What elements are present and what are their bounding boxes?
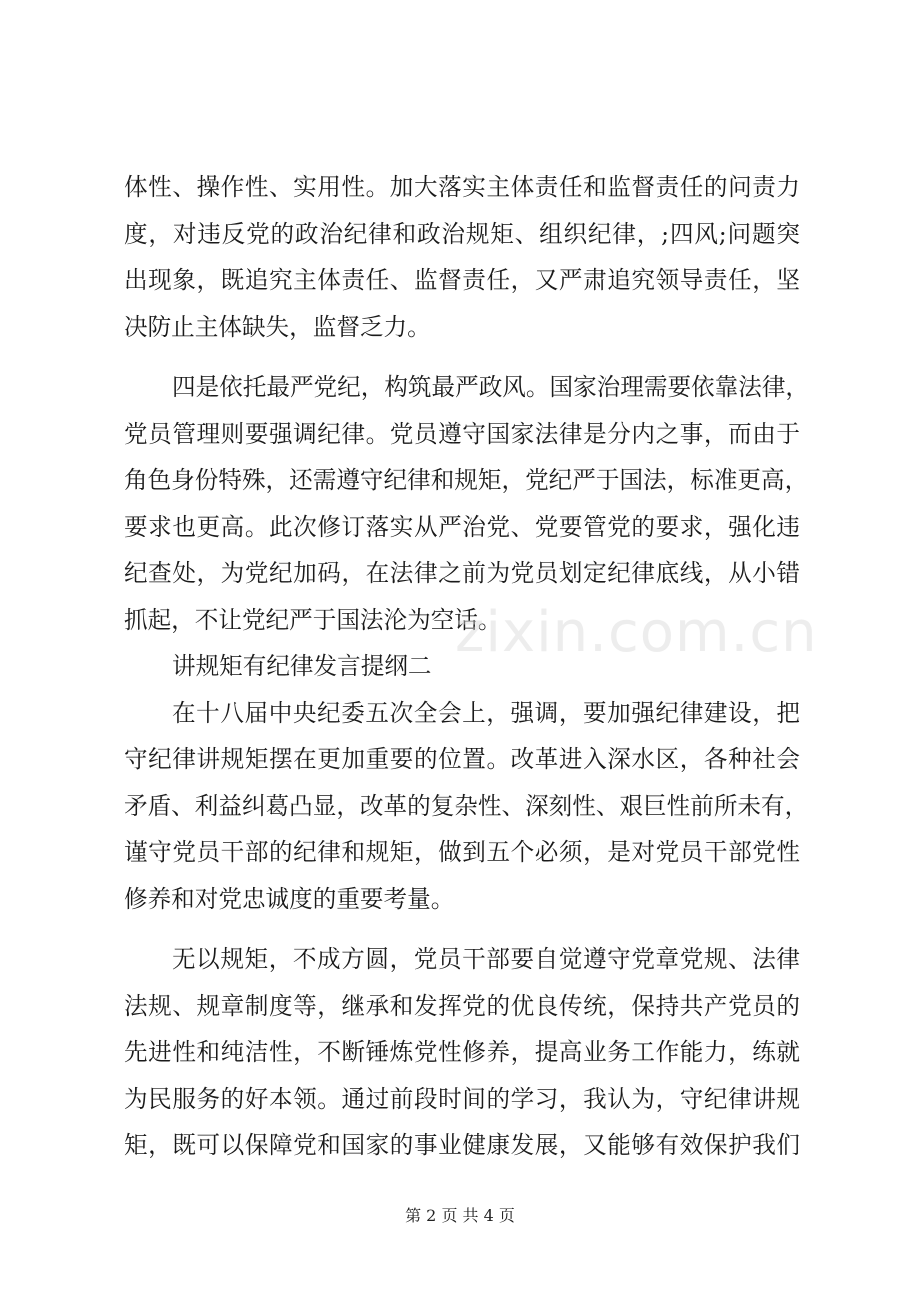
text-line: 角色身份特殊，还需遵守纪律和规矩，党纪严于国法，标准更高， — [124, 466, 809, 494]
text-line: 法规、规章制度等，继承和发挥党的优良传统，保持共产党员的 — [124, 991, 800, 1020]
document-body — [124, 164, 810, 1169]
text-line: 抓起，不让党纪严于国法沦为空话。 — [124, 605, 502, 634]
text-line: 修养和对党忠诚度的重要考量。 — [124, 884, 455, 913]
text-line: 守纪律讲规矩摆在更加重要的位置。改革进入深水区，各种社会 — [124, 745, 800, 773]
text-line: 决防止主体缺失，监督乏力。 — [124, 312, 431, 341]
text-line: 矛盾、利益纠葛凸显，改革的复杂性、深刻性、艰巨性前所未有， — [124, 791, 809, 820]
text-line: 体性、操作性、实用性。加大落实主体责任和监督责任的问责力 — [124, 173, 800, 201]
watermark: zixin.com.cn — [455, 600, 818, 665]
text-line: 四是依托最严党纪，构筑最严政风。国家治理需要依靠法律， — [172, 373, 810, 401]
text-line: 党员管理则要强调纪律。党员遵守国家法律是分内之事，而由于 — [124, 419, 800, 448]
text-line: 无以规矩，不成方圆，党员干部要自觉遵守党章党规、法律 — [172, 945, 800, 973]
text-line: 为民服务的好本领。通过前段时间的学习，我认为，守纪律讲规 — [124, 1084, 800, 1113]
text-line: 矩，既可以保障党和国家的事业健康发展，又能够有效保护我们 — [124, 1131, 800, 1159]
text-line: 谨守党员干部的纪律和规矩，做到五个必须，是对党员干部党性 — [124, 838, 800, 866]
text-line: 要求也更高。此次修订落实从严治党、党要管党的要求，强化违 — [124, 512, 800, 541]
text-line: 先进性和纯洁性，不断锤炼党性修养，提高业务工作能力，练就 — [124, 1038, 800, 1066]
text-line: 讲规矩有纪律发言提纲二 — [172, 652, 432, 680]
text-line: 度，对违反党的政治纪律和政治规矩、组织纪律，;四风;问题突 — [124, 219, 800, 248]
text-line: 出现象，既追究主体责任、监督责任，又严肃追究领导责任，坚 — [124, 266, 800, 294]
text-line: 在十八届中央纪委五次全会上，强调，要加强纪律建设，把 — [172, 698, 800, 727]
page-footer: 第 2 页 共 4 页 — [405, 1206, 515, 1225]
text-line: 纪查处，为党纪加码，在法律之前为党员划定纪律底线，从小错 — [124, 559, 800, 587]
